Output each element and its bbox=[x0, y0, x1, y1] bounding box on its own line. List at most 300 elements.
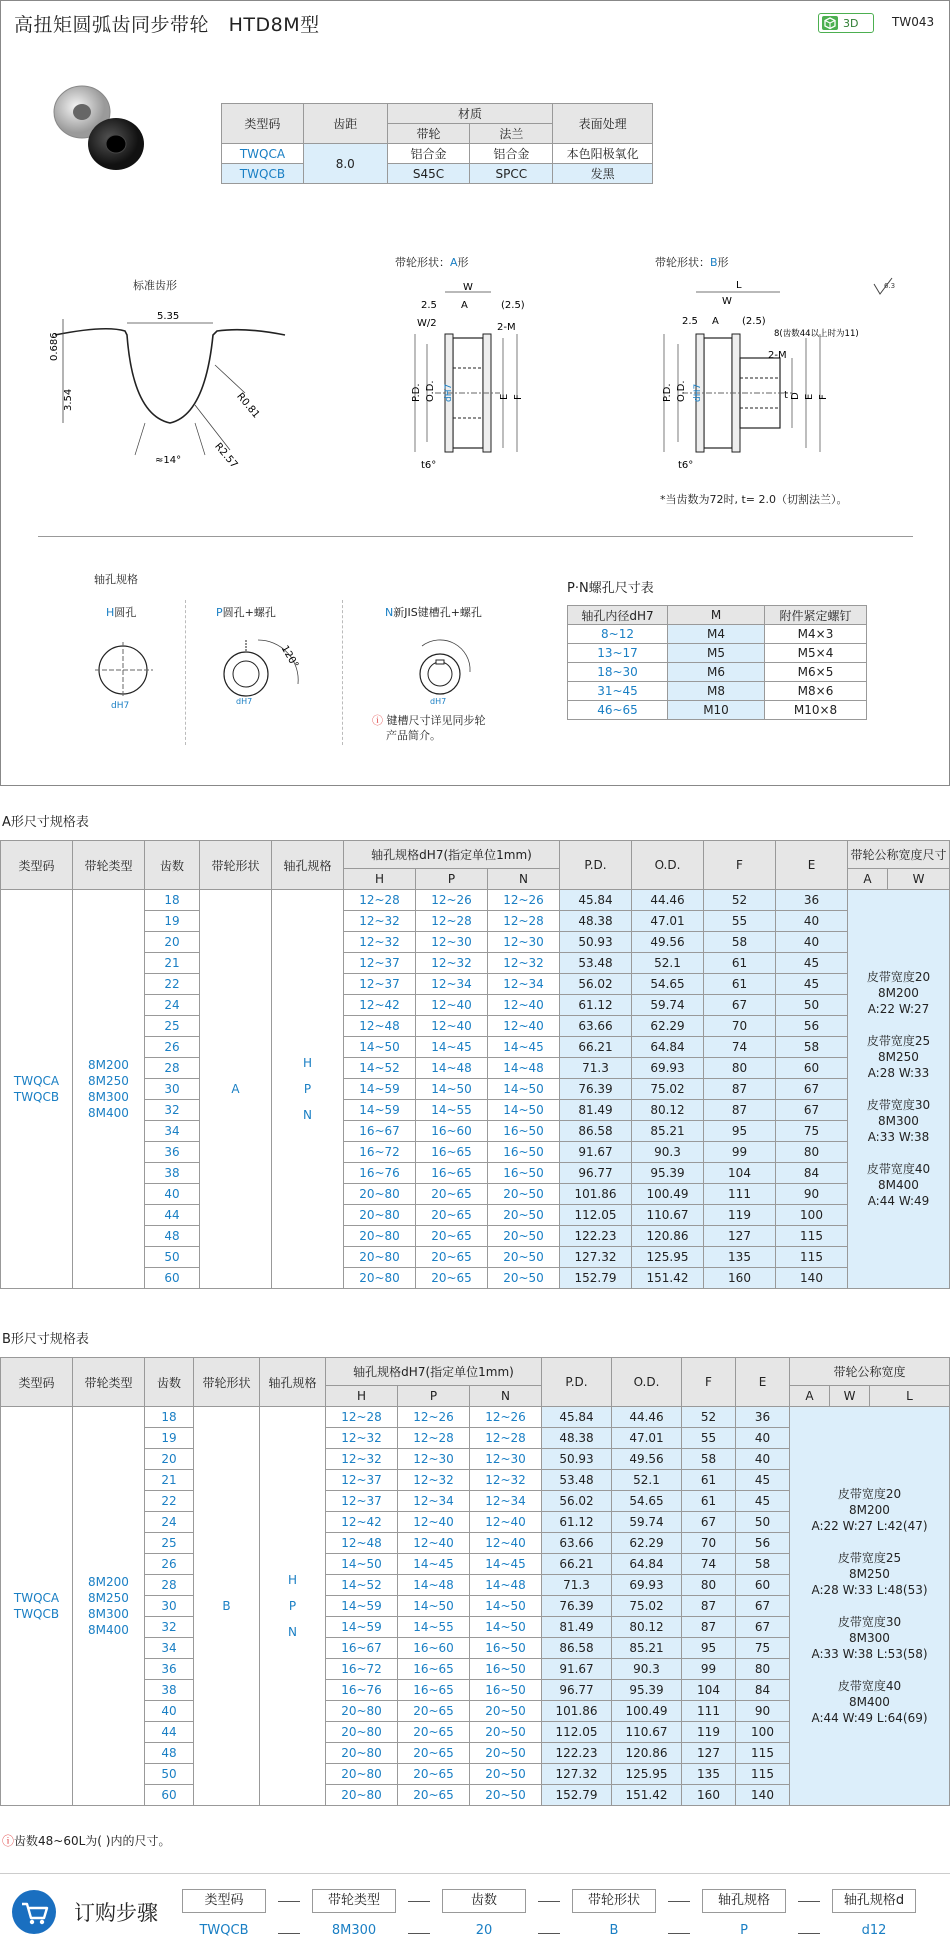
th-type-code: 类型码 bbox=[222, 104, 304, 144]
e-cell: 115 bbox=[776, 1247, 848, 1268]
bore-h-cell: 12~48 bbox=[344, 1016, 416, 1037]
order-step-label: 类型码 bbox=[182, 1889, 266, 1913]
bore-p-cell: 12~28 bbox=[416, 911, 488, 932]
pd-cell: 45.84 bbox=[560, 890, 632, 911]
shaft-spec-title: 轴孔规格 bbox=[94, 573, 138, 586]
f-cell: 55 bbox=[682, 1428, 736, 1449]
e-cell: 50 bbox=[776, 995, 848, 1016]
bore-h-cell: 14~52 bbox=[326, 1575, 398, 1596]
3d-button[interactable] bbox=[818, 13, 874, 33]
shape-cell: B bbox=[194, 1407, 260, 1806]
material-code-cell: TWQCB bbox=[222, 164, 304, 184]
e-cell: 115 bbox=[736, 1764, 790, 1785]
shaft-n-letter: N bbox=[385, 606, 394, 619]
th-f: F bbox=[682, 1358, 736, 1407]
bore-h-cell: 12~48 bbox=[326, 1533, 398, 1554]
th-l: L bbox=[870, 1386, 950, 1407]
dim-r2-57: R2.57 bbox=[212, 441, 240, 471]
dim-w2: W/2 bbox=[417, 318, 437, 329]
teeth-cell: 22 bbox=[145, 1491, 194, 1512]
pn-screw-cell: M10×8 bbox=[765, 701, 867, 720]
bore-n-cell: 14~50 bbox=[470, 1596, 542, 1617]
bore-h-cell: 20~80 bbox=[344, 1205, 416, 1226]
dim-f-b: F bbox=[818, 394, 829, 400]
bore-p-cell: 20~65 bbox=[416, 1247, 488, 1268]
order-step-label: 带轮形状 bbox=[572, 1889, 656, 1913]
step-connector bbox=[408, 1901, 430, 1902]
pd-cell: 91.67 bbox=[542, 1659, 612, 1680]
f-cell: 80 bbox=[682, 1575, 736, 1596]
od-cell: 52.1 bbox=[612, 1470, 682, 1491]
bore-p-cell: 12~30 bbox=[416, 932, 488, 953]
od-cell: 75.02 bbox=[612, 1596, 682, 1617]
f-cell: 111 bbox=[704, 1184, 776, 1205]
3d-label: 3D bbox=[843, 17, 859, 30]
bore-n-cell: 12~30 bbox=[488, 932, 560, 953]
table-b-title: B形尺寸规格表 bbox=[2, 1332, 89, 1347]
bore-p-cell: 16~60 bbox=[398, 1638, 470, 1659]
bore-n-cell: 16~50 bbox=[470, 1638, 542, 1659]
bore-n-cell: 12~26 bbox=[470, 1407, 542, 1428]
e-cell: 58 bbox=[736, 1554, 790, 1575]
e-cell: 115 bbox=[776, 1226, 848, 1247]
bore-n-cell: 12~40 bbox=[470, 1512, 542, 1533]
pn-screw-cell: M6×5 bbox=[765, 663, 867, 682]
od-cell: 95.39 bbox=[632, 1163, 704, 1184]
th-pd: P.D. bbox=[542, 1358, 612, 1407]
shape-a-label bbox=[395, 254, 469, 270]
f-cell: 80 bbox=[704, 1058, 776, 1079]
shaft-h-text: 圆孔 bbox=[114, 606, 137, 619]
page-title: 高扭矩圆弧齿同步带轮 HTD8M型 bbox=[14, 14, 320, 36]
bore-h-cell: 12~37 bbox=[344, 974, 416, 995]
od-cell: 151.42 bbox=[632, 1268, 704, 1289]
od-cell: 69.93 bbox=[612, 1575, 682, 1596]
bore-h-cell: 12~32 bbox=[344, 932, 416, 953]
od-cell: 75.02 bbox=[632, 1079, 704, 1100]
bore-h-cell: 12~37 bbox=[326, 1470, 398, 1491]
bore-h-cell: 12~32 bbox=[326, 1449, 398, 1470]
teeth-cell: 28 bbox=[145, 1575, 194, 1596]
f-cell: 52 bbox=[682, 1407, 736, 1428]
bore-p-cell: 14~55 bbox=[398, 1617, 470, 1638]
pd-cell: 53.48 bbox=[542, 1470, 612, 1491]
teeth-cell: 18 bbox=[145, 890, 200, 911]
f-cell: 70 bbox=[704, 1016, 776, 1037]
f-cell: 58 bbox=[704, 932, 776, 953]
teeth-cell: 18 bbox=[145, 1407, 194, 1428]
pd-cell: 50.93 bbox=[542, 1449, 612, 1470]
dim-e-b: E bbox=[804, 393, 815, 400]
pn-bore-cell: 13~17 bbox=[568, 644, 668, 663]
dim-f: F bbox=[513, 394, 524, 400]
e-cell: 60 bbox=[776, 1058, 848, 1079]
pd-cell: 122.23 bbox=[542, 1743, 612, 1764]
table-row bbox=[1, 890, 950, 911]
th-shaft: 轴孔规格 bbox=[260, 1358, 326, 1407]
th-pulley: 带轮 bbox=[387, 124, 470, 144]
dim-t-b: t bbox=[784, 390, 788, 401]
teeth-cell: 30 bbox=[145, 1596, 194, 1617]
bore-n-cell: 16~50 bbox=[488, 1121, 560, 1142]
bore-h-cell: 12~37 bbox=[326, 1491, 398, 1512]
th-bore: 轴孔规格dH7(指定单位1mm) bbox=[326, 1358, 542, 1386]
pd-cell: 61.12 bbox=[560, 995, 632, 1016]
bore-p-cell: 16~65 bbox=[398, 1680, 470, 1701]
pn-m-cell: M6 bbox=[668, 663, 765, 682]
bore-n-cell: 14~50 bbox=[488, 1079, 560, 1100]
bore-h-cell: 12~37 bbox=[344, 953, 416, 974]
bore-p-cell: 12~26 bbox=[398, 1407, 470, 1428]
bore-p-cell: 16~65 bbox=[398, 1659, 470, 1680]
th-od: O.D. bbox=[632, 841, 704, 890]
od-cell: 54.65 bbox=[612, 1491, 682, 1512]
material-code-cell: TWQCA bbox=[222, 144, 304, 164]
e-cell: 100 bbox=[776, 1205, 848, 1226]
dim-3-54: 3.54 bbox=[63, 388, 74, 411]
table-b bbox=[0, 1357, 950, 1806]
dim-e: E bbox=[499, 393, 510, 400]
th-h: H bbox=[326, 1386, 398, 1407]
bore-p-cell: 16~65 bbox=[416, 1163, 488, 1184]
f-cell: 111 bbox=[682, 1701, 736, 1722]
bore-n-cell: 12~28 bbox=[470, 1428, 542, 1449]
teeth-cell: 22 bbox=[145, 974, 200, 995]
bore-n-cell: 16~50 bbox=[470, 1680, 542, 1701]
f-cell: 61 bbox=[682, 1491, 736, 1512]
standard-tooth-label: 标准齿形 bbox=[133, 279, 177, 292]
pn-table bbox=[567, 605, 867, 720]
od-cell: 47.01 bbox=[632, 911, 704, 932]
pd-cell: 112.05 bbox=[542, 1722, 612, 1743]
bore-p-cell: 12~32 bbox=[398, 1470, 470, 1491]
bore-n-cell: 12~28 bbox=[488, 911, 560, 932]
order-step-label: 轴孔规格d bbox=[832, 1889, 916, 1913]
e-cell: 75 bbox=[736, 1638, 790, 1659]
th-surface: 表面处理 bbox=[553, 104, 653, 144]
teeth-cell: 19 bbox=[145, 911, 200, 932]
bore-p-cell: 14~50 bbox=[416, 1079, 488, 1100]
f-cell: 61 bbox=[704, 974, 776, 995]
th-type-code: 类型码 bbox=[1, 841, 73, 890]
dim-od-b: O.D. bbox=[676, 380, 687, 402]
f-cell: 87 bbox=[704, 1079, 776, 1100]
shape-b-label bbox=[655, 254, 729, 270]
teeth-cell: 32 bbox=[145, 1617, 194, 1638]
bore-p-cell: 14~45 bbox=[398, 1554, 470, 1575]
teeth-cell: 32 bbox=[145, 1100, 200, 1121]
info-icon: ⓘ bbox=[372, 714, 383, 727]
bore-p-cell: 12~32 bbox=[416, 953, 488, 974]
roughness-value: 6.3 bbox=[884, 282, 896, 290]
th-f: F bbox=[704, 841, 776, 890]
dim-l: L bbox=[736, 280, 742, 291]
step-connector bbox=[278, 1901, 300, 1902]
teeth-cell: 28 bbox=[145, 1058, 200, 1079]
step-connector bbox=[278, 1933, 300, 1934]
teeth-cell: 21 bbox=[145, 953, 200, 974]
dim-t6: t6° bbox=[421, 460, 437, 471]
th-shape: 带轮形状 bbox=[194, 1358, 260, 1407]
f-cell: 135 bbox=[682, 1764, 736, 1785]
type-code-cell: TWQCA TWQCB bbox=[1, 890, 73, 1289]
f-cell: 99 bbox=[704, 1142, 776, 1163]
teeth-cell: 34 bbox=[145, 1638, 194, 1659]
belt-type-cell: 8M200 8M250 8M300 8M400 bbox=[73, 890, 145, 1289]
od-cell: 59.74 bbox=[632, 995, 704, 1016]
e-cell: 58 bbox=[776, 1037, 848, 1058]
dim-w: W bbox=[463, 282, 473, 293]
f-cell: 74 bbox=[682, 1554, 736, 1575]
bore-p-cell: 14~48 bbox=[416, 1058, 488, 1079]
e-cell: 90 bbox=[776, 1184, 848, 1205]
pn-m-cell: M4 bbox=[668, 625, 765, 644]
pd-cell: 127.32 bbox=[560, 1247, 632, 1268]
shape-b-diagram bbox=[632, 278, 859, 483]
pd-cell: 76.39 bbox=[560, 1079, 632, 1100]
e-cell: 40 bbox=[776, 911, 848, 932]
nominal-width-cell: 皮带宽度20 8M200 A:22 W:27 L:42(47) 皮带宽度25 8M250 A:28 W:33 L:48(53) 皮带宽度30 8M300 A:33 W:38 L:53(58) 皮带宽度40 8M400 A:44 W:49 L:64(69) bbox=[790, 1407, 950, 1806]
od-cell: 64.84 bbox=[632, 1037, 704, 1058]
teeth-cell: 24 bbox=[145, 995, 200, 1016]
dim-pd: P.D. bbox=[411, 383, 422, 402]
e-cell: 45 bbox=[776, 974, 848, 995]
bore-p-cell: 20~65 bbox=[416, 1184, 488, 1205]
pn-screw-cell: M8×6 bbox=[765, 682, 867, 701]
pd-cell: 86.58 bbox=[542, 1638, 612, 1659]
dim-14-deg: ≈14° bbox=[155, 455, 182, 466]
bore-p-cell: 12~34 bbox=[416, 974, 488, 995]
shaft-cell: H P N bbox=[260, 1407, 326, 1806]
th-bore: 轴孔内径dH7 bbox=[568, 606, 668, 625]
bore-n-cell: 20~50 bbox=[488, 1247, 560, 1268]
shaft-n-dh7: dH7 bbox=[430, 697, 447, 706]
od-cell: 85.21 bbox=[612, 1638, 682, 1659]
th-h: H bbox=[344, 869, 416, 890]
od-cell: 85.21 bbox=[632, 1121, 704, 1142]
bore-n-cell: 12~32 bbox=[470, 1470, 542, 1491]
teeth-cell: 50 bbox=[145, 1247, 200, 1268]
th-belt-type: 带轮类型 bbox=[73, 1358, 145, 1407]
keyway-note-line2: 产品简介。 bbox=[386, 729, 441, 742]
material-table bbox=[221, 103, 653, 184]
dim-dh7: dH7 bbox=[444, 383, 454, 402]
shaft-n-text: 新JIS键槽孔+螺孔 bbox=[393, 606, 482, 619]
bore-n-cell: 12~40 bbox=[488, 1016, 560, 1037]
pn-table-title: P·N螺孔尺寸表 bbox=[567, 581, 654, 596]
od-cell: 64.84 bbox=[612, 1554, 682, 1575]
f-cell: 160 bbox=[704, 1268, 776, 1289]
f-cell: 52 bbox=[704, 890, 776, 911]
teeth-cell: 36 bbox=[145, 1659, 194, 1680]
bore-h-cell: 20~80 bbox=[344, 1268, 416, 1289]
e-cell: 45 bbox=[736, 1491, 790, 1512]
od-cell: 69.93 bbox=[632, 1058, 704, 1079]
th-a: A bbox=[790, 1386, 830, 1407]
pd-cell: 81.49 bbox=[542, 1617, 612, 1638]
od-cell: 100.49 bbox=[632, 1184, 704, 1205]
teeth-cell: 26 bbox=[145, 1037, 200, 1058]
pd-cell: 96.77 bbox=[542, 1680, 612, 1701]
product-code: TW043 bbox=[892, 15, 935, 29]
pd-cell: 63.66 bbox=[560, 1016, 632, 1037]
shape-b-suffix: 形 bbox=[717, 256, 729, 269]
shaft-h-letter: H bbox=[106, 606, 115, 619]
f-cell: 61 bbox=[682, 1470, 736, 1491]
th-n: N bbox=[488, 869, 560, 890]
pd-cell: 152.79 bbox=[542, 1785, 612, 1806]
od-cell: 120.86 bbox=[612, 1743, 682, 1764]
th-pitch: 齿距 bbox=[303, 104, 387, 144]
bore-h-cell: 14~52 bbox=[344, 1058, 416, 1079]
bore-p-cell: 20~65 bbox=[398, 1701, 470, 1722]
e-cell: 67 bbox=[736, 1596, 790, 1617]
bore-p-cell: 12~40 bbox=[416, 1016, 488, 1037]
teeth-cell: 40 bbox=[145, 1701, 194, 1722]
th-p: P bbox=[398, 1386, 470, 1407]
order-step-value: 8M300 bbox=[331, 1923, 377, 1938]
th-e: E bbox=[776, 841, 848, 890]
th-shape: 带轮形状 bbox=[200, 841, 272, 890]
th-a: A bbox=[848, 869, 888, 890]
od-cell: 90.3 bbox=[612, 1659, 682, 1680]
bore-h-cell: 16~67 bbox=[344, 1121, 416, 1142]
e-cell: 84 bbox=[736, 1680, 790, 1701]
shaft-p-label bbox=[216, 604, 276, 620]
dim-od: O.D. bbox=[425, 380, 436, 402]
bore-h-cell: 14~59 bbox=[326, 1617, 398, 1638]
e-cell: 140 bbox=[736, 1785, 790, 1806]
teeth-cell: 60 bbox=[145, 1268, 200, 1289]
pd-cell: 56.02 bbox=[560, 974, 632, 995]
order-step-label: 带轮类型 bbox=[312, 1889, 396, 1913]
th-type-code: 类型码 bbox=[1, 1358, 73, 1407]
od-cell: 151.42 bbox=[612, 1785, 682, 1806]
keyway-note-line1: 键槽尺寸详见同步轮 bbox=[386, 714, 486, 727]
teeth-cell: 48 bbox=[145, 1226, 200, 1247]
dim-teeth-44: 8(齿数44以上时为11) bbox=[774, 329, 859, 339]
f-cell: 55 bbox=[704, 911, 776, 932]
od-cell: 62.29 bbox=[612, 1533, 682, 1554]
bore-h-cell: 16~72 bbox=[344, 1142, 416, 1163]
bore-n-cell: 12~32 bbox=[488, 953, 560, 974]
dim-r0-81: R0.81 bbox=[234, 391, 262, 421]
od-cell: 120.86 bbox=[632, 1226, 704, 1247]
step-connector bbox=[408, 1933, 430, 1934]
od-cell: 59.74 bbox=[612, 1512, 682, 1533]
dim-a-b: A bbox=[712, 316, 719, 327]
bore-p-cell: 12~40 bbox=[398, 1512, 470, 1533]
bore-h-cell: 16~76 bbox=[326, 1680, 398, 1701]
od-cell: 95.39 bbox=[612, 1680, 682, 1701]
bore-h-cell: 14~59 bbox=[344, 1100, 416, 1121]
teeth-cell: 38 bbox=[145, 1163, 200, 1184]
f-cell: 160 bbox=[682, 1785, 736, 1806]
dim-t6-b: t6° bbox=[678, 460, 694, 471]
shape-a-note: *当齿数为72时, t= 2.0（切割法兰）。 bbox=[660, 493, 848, 506]
th-material: 材质 bbox=[387, 104, 553, 124]
th-m: M bbox=[668, 606, 765, 625]
teeth-cell: 40 bbox=[145, 1184, 200, 1205]
bore-n-cell: 20~50 bbox=[470, 1722, 542, 1743]
divider bbox=[185, 600, 186, 745]
bore-n-cell: 12~40 bbox=[470, 1533, 542, 1554]
bore-h-cell: 12~28 bbox=[344, 890, 416, 911]
table-row bbox=[1, 1407, 950, 1428]
pn-bore-cell: 46~65 bbox=[568, 701, 668, 720]
th-teeth: 齿数 bbox=[145, 1358, 194, 1407]
table-a bbox=[0, 840, 950, 1289]
f-cell: 87 bbox=[682, 1617, 736, 1638]
bore-n-cell: 12~34 bbox=[470, 1491, 542, 1512]
dim-2-5-b: 2.5 bbox=[682, 316, 698, 327]
step-connector bbox=[668, 1901, 690, 1902]
shaft-h-dh7: dH7 bbox=[111, 701, 130, 711]
th-p: P bbox=[416, 869, 488, 890]
bore-h-cell: 12~42 bbox=[344, 995, 416, 1016]
pn-bore-cell: 8~12 bbox=[568, 625, 668, 644]
pd-cell: 122.23 bbox=[560, 1226, 632, 1247]
footnote-text: 齿数48~60L为( )内的尺寸。 bbox=[14, 1834, 171, 1848]
e-cell: 90 bbox=[736, 1701, 790, 1722]
e-cell: 56 bbox=[736, 1533, 790, 1554]
bore-n-cell: 14~45 bbox=[470, 1554, 542, 1575]
dim-d-b: D bbox=[790, 392, 801, 400]
bore-n-cell: 16~50 bbox=[470, 1659, 542, 1680]
pd-cell: 101.86 bbox=[560, 1184, 632, 1205]
th-flange: 法兰 bbox=[470, 124, 553, 144]
order-step-value: B bbox=[609, 1923, 619, 1938]
bore-n-cell: 16~50 bbox=[488, 1163, 560, 1184]
teeth-cell: 25 bbox=[145, 1016, 200, 1037]
bore-p-cell: 14~45 bbox=[416, 1037, 488, 1058]
cart-icon bbox=[12, 1890, 56, 1934]
th-pd: P.D. bbox=[560, 841, 632, 890]
bore-h-cell: 14~59 bbox=[326, 1596, 398, 1617]
f-cell: 95 bbox=[704, 1121, 776, 1142]
bore-p-cell: 16~60 bbox=[416, 1121, 488, 1142]
th-belt-type: 带轮类型 bbox=[73, 841, 145, 890]
bore-h-cell: 12~28 bbox=[326, 1407, 398, 1428]
bore-n-cell: 20~50 bbox=[470, 1743, 542, 1764]
bore-h-cell: 14~50 bbox=[344, 1037, 416, 1058]
divider bbox=[38, 536, 913, 537]
bore-h-cell: 14~59 bbox=[344, 1079, 416, 1100]
shape-a-suffix: 形 bbox=[457, 256, 469, 269]
bore-p-cell: 20~65 bbox=[416, 1268, 488, 1289]
od-cell: 62.29 bbox=[632, 1016, 704, 1037]
th-screw: 附件紧定螺钉 bbox=[765, 606, 867, 625]
bore-n-cell: 12~30 bbox=[470, 1449, 542, 1470]
pd-cell: 48.38 bbox=[542, 1428, 612, 1449]
th-nominal: 带轮公称宽度 bbox=[790, 1358, 950, 1386]
bore-h-cell: 20~80 bbox=[344, 1247, 416, 1268]
e-cell: 115 bbox=[736, 1743, 790, 1764]
od-cell: 44.46 bbox=[632, 890, 704, 911]
f-cell: 61 bbox=[704, 953, 776, 974]
f-cell: 127 bbox=[704, 1226, 776, 1247]
dim-0-686: 0.686 bbox=[49, 332, 60, 361]
order-title: 订购步骤 bbox=[74, 1901, 158, 1925]
bore-n-cell: 12~34 bbox=[488, 974, 560, 995]
dim-5-35: 5.35 bbox=[157, 311, 180, 322]
od-cell: 125.95 bbox=[612, 1764, 682, 1785]
od-cell: 100.49 bbox=[612, 1701, 682, 1722]
pd-cell: 48.38 bbox=[560, 911, 632, 932]
e-cell: 140 bbox=[776, 1268, 848, 1289]
shape-cell: A bbox=[200, 890, 272, 1289]
teeth-cell: 21 bbox=[145, 1470, 194, 1491]
